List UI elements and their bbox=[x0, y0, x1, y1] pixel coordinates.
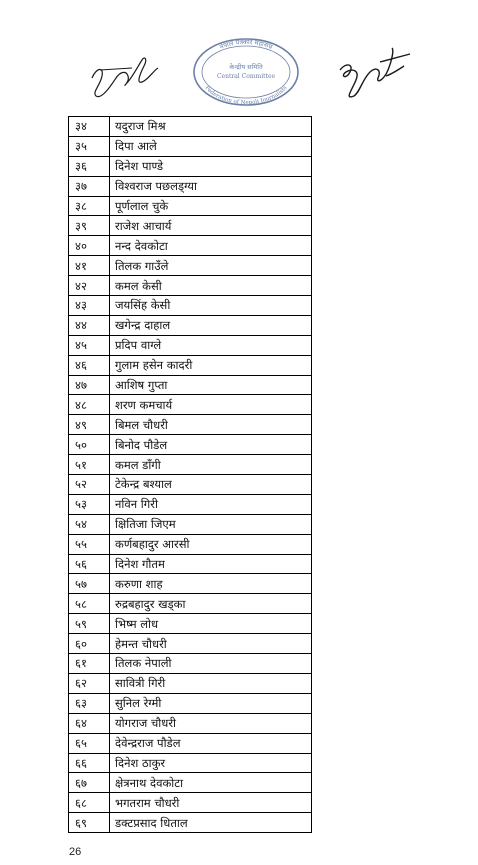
serial-number-cell: ५४ bbox=[69, 514, 110, 534]
table-row bbox=[69, 236, 312, 256]
table-row bbox=[69, 256, 312, 276]
member-name-cell: शरण कमचार्य bbox=[110, 395, 312, 415]
member-name-cell: डक्टप्रसाद धिताल bbox=[110, 813, 312, 833]
member-name-cell: भगतराम चौधरी bbox=[110, 793, 312, 813]
member-name-cell: यदुराज मिश्र bbox=[110, 117, 312, 137]
member-name-cell: विश्वराज पछलड्ग्या bbox=[110, 176, 312, 196]
member-list-table bbox=[68, 116, 312, 833]
serial-number-cell: ३५ bbox=[69, 136, 110, 156]
table-row bbox=[69, 494, 312, 514]
table-row bbox=[69, 375, 312, 395]
member-name-cell: क्षेत्रनाथ देवकोटा bbox=[110, 773, 312, 793]
member-name-cell: बिमल चौधरी bbox=[110, 415, 312, 435]
member-name-cell: कमल डाँगी bbox=[110, 455, 312, 475]
member-name-cell: खगेन्द्र दाहाल bbox=[110, 315, 312, 335]
member-name-cell: तिलक नेपाली bbox=[110, 654, 312, 674]
serial-number-cell: ६८ bbox=[69, 793, 110, 813]
serial-number-cell: ५९ bbox=[69, 614, 110, 634]
member-name-cell: राजेश आचार्य bbox=[110, 216, 312, 236]
table-row bbox=[69, 296, 312, 316]
member-name-cell: क्षितिजा जिएम bbox=[110, 514, 312, 534]
serial-number-cell: ४२ bbox=[69, 276, 110, 296]
serial-number-cell: ६१ bbox=[69, 654, 110, 674]
table-row bbox=[69, 315, 312, 335]
serial-number-cell: ६० bbox=[69, 634, 110, 654]
member-name-cell: दिनेश गौतम bbox=[110, 554, 312, 574]
member-name-cell: योगराज चौधरी bbox=[110, 713, 312, 733]
table-row bbox=[69, 753, 312, 773]
seal-text-bottom: Federation of Nepali Journalists bbox=[203, 85, 289, 107]
table-row bbox=[69, 196, 312, 216]
table-row bbox=[69, 733, 312, 753]
table-row bbox=[69, 395, 312, 415]
member-name-cell: नन्द देवकोटा bbox=[110, 236, 312, 256]
serial-number-cell: ४३ bbox=[69, 296, 110, 316]
serial-number-cell: ६६ bbox=[69, 753, 110, 773]
committee-seal bbox=[191, 36, 301, 108]
member-name-cell: कर्णबहादुर आरसी bbox=[110, 534, 312, 554]
table-row bbox=[69, 355, 312, 375]
table-row bbox=[69, 475, 312, 495]
serial-number-cell: ३४ bbox=[69, 117, 110, 137]
svg-text:नेपाल पत्रकार महासंघ bbox=[218, 38, 273, 51]
serial-number-cell: ६३ bbox=[69, 693, 110, 713]
member-name-cell: दिनेश ठाकुर bbox=[110, 753, 312, 773]
table-row bbox=[69, 534, 312, 554]
member-name-cell: करुणा शाह bbox=[110, 574, 312, 594]
table-row bbox=[69, 216, 312, 236]
serial-number-cell: ६५ bbox=[69, 733, 110, 753]
serial-number-cell: ३९ bbox=[69, 216, 110, 236]
serial-number-cell: ६९ bbox=[69, 813, 110, 833]
member-name-cell: हेमन्त चौधरी bbox=[110, 634, 312, 654]
serial-number-cell: ३७ bbox=[69, 176, 110, 196]
serial-number-cell: ५३ bbox=[69, 494, 110, 514]
table-row bbox=[69, 156, 312, 176]
table-row bbox=[69, 455, 312, 475]
member-name-cell: जयसिंह केसी bbox=[110, 296, 312, 316]
table-row bbox=[69, 574, 312, 594]
seal-text-middle: केन्द्रीय समिति bbox=[229, 63, 263, 71]
serial-number-cell: ४८ bbox=[69, 395, 110, 415]
serial-number-cell: ४४ bbox=[69, 315, 110, 335]
member-name-cell: सावित्री गिरी bbox=[110, 673, 312, 693]
member-list-body bbox=[69, 117, 312, 833]
serial-number-cell: ४९ bbox=[69, 415, 110, 435]
table-row bbox=[69, 335, 312, 355]
member-name-cell: रुद्रबहादुर खड्का bbox=[110, 594, 312, 614]
serial-number-cell: ६७ bbox=[69, 773, 110, 793]
table-row bbox=[69, 693, 312, 713]
table-row bbox=[69, 673, 312, 693]
serial-number-cell: ४० bbox=[69, 236, 110, 256]
table-row bbox=[69, 594, 312, 614]
serial-number-cell: ४१ bbox=[69, 256, 110, 276]
table-row bbox=[69, 713, 312, 733]
member-name-cell: दिपा आले bbox=[110, 136, 312, 156]
table-row bbox=[69, 654, 312, 674]
member-name-cell: पूर्णलाल चुके bbox=[110, 196, 312, 216]
member-name-cell: तिलक गाउँले bbox=[110, 256, 312, 276]
member-name-cell: बिनोद पौडेल bbox=[110, 435, 312, 455]
table-row bbox=[69, 136, 312, 156]
seal-text-top: नेपाल पत्रकार महासंघ bbox=[218, 37, 274, 52]
serial-number-cell: ३८ bbox=[69, 196, 110, 216]
table-row bbox=[69, 554, 312, 574]
serial-number-cell: ४६ bbox=[69, 355, 110, 375]
right-signature bbox=[332, 40, 416, 106]
svg-text:Federation of Nepali Journalis bbox=[203, 85, 288, 106]
serial-number-cell: ६२ bbox=[69, 673, 110, 693]
member-name-cell: नविन गिरी bbox=[110, 494, 312, 514]
serial-number-cell: ३६ bbox=[69, 156, 110, 176]
member-name-cell: प्रदिप वाग्ले bbox=[110, 335, 312, 355]
member-name-cell: भिष्म लोध bbox=[110, 614, 312, 634]
table-row bbox=[69, 415, 312, 435]
table-row bbox=[69, 813, 312, 833]
table-row bbox=[69, 773, 312, 793]
page-number: 26 bbox=[69, 846, 82, 858]
table-row bbox=[69, 435, 312, 455]
member-name-cell: कमल केसी bbox=[110, 276, 312, 296]
table-row bbox=[69, 634, 312, 654]
serial-number-cell: ५६ bbox=[69, 554, 110, 574]
member-name-cell: गुलाम हसेन कादरी bbox=[110, 355, 312, 375]
table-row bbox=[69, 614, 312, 634]
left-signature bbox=[82, 40, 162, 104]
seal-text-english: Central Committee bbox=[216, 73, 276, 80]
member-name-cell: टेकेन्द्र बश्याल bbox=[110, 475, 312, 495]
member-name-cell: देवेन्द्रराज पौडेल bbox=[110, 733, 312, 753]
serial-number-cell: ५० bbox=[69, 435, 110, 455]
table-row bbox=[69, 176, 312, 196]
table-row bbox=[69, 276, 312, 296]
page-header bbox=[0, 0, 478, 112]
serial-number-cell: ४७ bbox=[69, 375, 110, 395]
serial-number-cell: ५७ bbox=[69, 574, 110, 594]
serial-number-cell: ५२ bbox=[69, 475, 110, 495]
serial-number-cell: ५५ bbox=[69, 534, 110, 554]
table-row bbox=[69, 514, 312, 534]
serial-number-cell: ५८ bbox=[69, 594, 110, 614]
member-name-cell: दिनेश पाण्डे bbox=[110, 156, 312, 176]
serial-number-cell: ६४ bbox=[69, 713, 110, 733]
serial-number-cell: ४५ bbox=[69, 335, 110, 355]
serial-number-cell: ५१ bbox=[69, 455, 110, 475]
table-row bbox=[69, 117, 312, 137]
member-name-cell: आशिष गुप्ता bbox=[110, 375, 312, 395]
member-name-cell: सुनिल रेग्मी bbox=[110, 693, 312, 713]
table-row bbox=[69, 793, 312, 813]
